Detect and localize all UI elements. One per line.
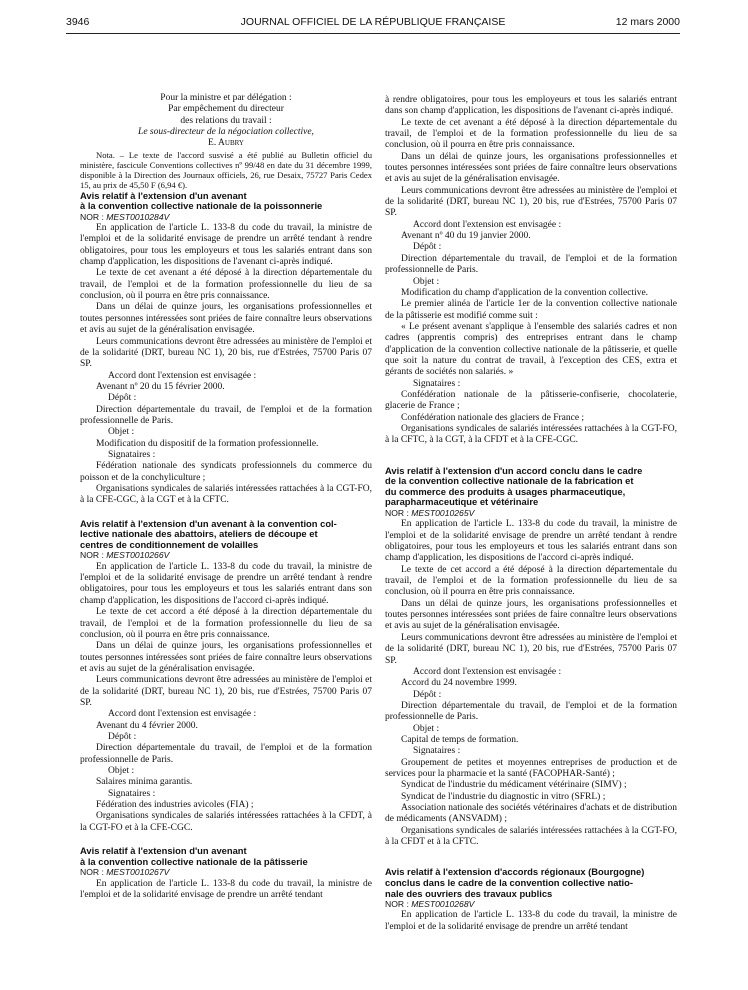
field-value: Fédération des industries avicoles (FIA) ; <box>96 800 254 810</box>
field-value: Avenant nº 40 du 19 janvier 2000. <box>401 231 531 242</box>
avis-title: Avis relatif à l'extension d'un avenant <box>80 845 247 857</box>
nor-reference <box>385 508 677 519</box>
avis-title: conclus dans le cadre de la convention collective natio- <box>385 876 633 888</box>
field-value: Avenant nº 20 du 15 février 2000. <box>96 381 225 392</box>
nor-code: MEST0010267V <box>106 867 170 878</box>
field-value: Organisations syndicales de salariés intéressées rattachées à la CGT-FO, à la CFE-CGC, à la CGT et à la CFTC. <box>80 483 372 506</box>
field-value: Association nationale des sociétés vétérinaires d'achats et de distribution de médicaments (ANSVADM) ; <box>385 802 677 825</box>
paragraph: Leurs communications devront être adressées au ministère de l'emploi et de la solidarité (DRT, bureau NC 1), 20 bis, rue d'Estrées, 75700 Paris 07 SP. <box>385 185 677 219</box>
field-label: Dépôt : <box>413 242 442 253</box>
field-label: Accord dont l'extension est envisagée : <box>413 666 562 677</box>
paragraph: Dans un délai de quinze jours, les organisations professionnelles et toutes personnes intéressées sont priées de faire connaître leurs observations et avis au sujet de la généralisation envisagée. <box>385 598 677 632</box>
signature-line: des relations du travail : <box>180 115 272 126</box>
right-column <box>385 95 677 933</box>
nor-code: MEST0010268V <box>411 899 475 910</box>
field-value: Avenant du 4 février 2000. <box>96 720 198 731</box>
avis-title: du commerce des produits à usages pharmaceutique, <box>385 485 626 497</box>
field-label: Signataires : <box>413 746 461 757</box>
avis-patisserie-continued <box>385 95 677 447</box>
field-value: Groupement de petites et moyennes entreprises de production et de services pour la pharmacie et la santé (FACOPHAR-Santé) ; <box>385 757 677 779</box>
paragraph: En application de l'article L. 133-8 du code du travail, la ministre de l'emploi et de la solidarité envisage de prendre un arrêté tendant <box>80 878 372 900</box>
field-value: Salaires minima garantis. <box>96 777 193 788</box>
signature-block <box>80 93 372 150</box>
avis-volailles <box>80 519 372 834</box>
signature-line: Le sous-directeur de la négociation collective, <box>138 127 314 138</box>
paragraph: à rendre obligatoires, pour tous les employeurs et tous les salariés entrant dans son champ d'application, les dispositions de l'avenant ci-après indiqué. <box>385 95 677 117</box>
field-value: Direction départementale du travail, de l'emploi et de la formation professionnelle de Paris. <box>385 700 677 723</box>
nor-reference <box>80 867 372 878</box>
nor-code: MEST0010284V <box>106 211 170 222</box>
nor-reference <box>80 212 372 223</box>
paragraph: Le texte de cet avenant a été déposé à la direction départementale du travail, de l'emploi et de la formation professionnelle du lieu de sa conclusion, où il pourra en être pris connaissance. <box>80 268 372 302</box>
paragraph: Dans un délai de quinze jours, les organisations professionnelles et toutes personnes intéressées sont priées de faire connaître leurs observations et avis au sujet de la généralisation envisagée. <box>80 641 372 674</box>
avis-title: Avis relatif à l'extension d'un avenant <box>80 189 247 201</box>
field-value: Modification du champ d'application de la convention collective. <box>401 287 649 298</box>
field-value: Direction départementale du travail, de l'emploi et de la formation professionnelle de Paris. <box>80 404 372 426</box>
signature-line: Pour la ministre et par délégation : <box>160 93 292 103</box>
field-label: Accord dont l'extension est envisagée : <box>108 709 257 720</box>
paragraph: Leurs communications devront être adressées au ministère de l'emploi et de la solidarité (DRT, bureau NC 1), 20 bis, rue d'Estrées, 75700 Paris 07 SP. <box>80 336 372 370</box>
avis-title: nale des ouvriers des travaux publics <box>385 887 553 899</box>
avis-title: à la convention collective nationale de la poissonnerie <box>80 200 323 212</box>
nor-code: MEST0010265V <box>411 508 475 519</box>
nor-label: NOR : <box>385 899 412 910</box>
field-label: Accord dont l'extension est envisagée : <box>108 370 257 381</box>
field-value: Accord du 24 novembre 1999. <box>401 678 517 689</box>
avis-pharmaceutique <box>385 466 677 849</box>
left-column <box>80 93 372 901</box>
field-value: Organisations syndicales de salariés intéressées rattachées à la CFDT, à la CGT-FO et à la CFE-CGC. <box>80 811 372 833</box>
avis-title: de la convention collective nationale de la fabrication et <box>385 475 634 487</box>
paragraph: Le texte de cet accord a été déposé à la direction départementale du travail, de l'emploi et de la formation professionnelle du lieu de sa conclusion, où il pourra en être pris connaissance. <box>80 607 372 640</box>
field-value: Syndicat de l'industrie du médicament vétérinaire (SIMV) ; <box>401 780 627 791</box>
nor-code: MEST0010266V <box>106 550 170 561</box>
field-value: Organisations syndicales de salariés intéressées rattachées à la CGT-FO, à la CFTC, à la CGT, à la CFDT et à la CFE-CGC. <box>385 423 677 446</box>
paragraph: En application de l'article L. 133-8 du code du travail, la ministre de l'emploi et de la solidarité envisage de prendre un arrêté tendant à rendre obligatoires, pour tous les employeurs et tous les salariés entrant dans son champ d'application, les dispositions de l'accord ci-après indiqué. <box>80 561 372 606</box>
field-label: Dépôt : <box>108 393 137 404</box>
field-value: Confédération nationale de la pâtisserie-confiserie, chocolaterie, glacerie de France ; <box>385 389 677 412</box>
paragraph: Le texte de cet accord a été déposé à la direction départementale du travail, de l'emploi et de la formation professionnelle du lieu de sa conclusion, où il pourra en être pris connaissance. <box>385 564 677 598</box>
field-value: « Le présent avenant s'applique à l'ensemble des salariés cadres et non cadres (apprentis compris) des entreprises entrant dans le champ d'application de la convention collective nationale de la pâtisserie, et quelle que soit la nature du contrat de travail, à l'exception des CES, extra et gérants de sociétés non salariés. » <box>385 321 677 378</box>
field-value: Organisations syndicales de salariés intéressées rattachées à la CGT-FO, à la CFDT et à la CFTC. <box>385 825 677 847</box>
issue-date: 12 mars 2000 <box>615 16 680 28</box>
signatory-name: E. Aubry <box>208 138 244 149</box>
paragraph: En application de l'article L. 133-8 du code du travail, la ministre de l'emploi et de la solidarité envisage de prendre un arrêté tendant <box>385 910 677 932</box>
paragraph: Leurs communications devront être adressées au ministère de l'emploi et de la solidarité (DRT, bureau NC 1), 20 bis, rue d'Estrées, 75700 Paris 07 SP. <box>80 675 372 708</box>
field-label: Objet : <box>108 427 135 438</box>
header-rule <box>66 33 680 34</box>
avis-title: parapharmaceutique et vétérinaire <box>385 496 539 508</box>
field-value: Direction départementale du travail, de l'emploi et de la formation professionnelle de Paris. <box>80 743 372 765</box>
paragraph: Dans un délai de quinze jours, les organisations professionnelles et toutes personnes intéressées sont priées de faire connaître leurs observations et avis au sujet de la généralisation envisagée. <box>385 151 677 185</box>
field-value: Le premier alinéa de l'article 1er de la convention collective nationale de la pâtisserie est modifié comme suit : <box>385 299 677 321</box>
avis-title: centres de conditionnement de volailles <box>80 538 259 550</box>
paragraph: En application de l'article L. 133-8 du code du travail, la ministre de l'emploi et de la solidarité envisage de prendre un arrêté tendant à rendre obligatoires, pour tous les employeurs et tous les salariés entrant dans son champ d'application, les dispositions de l'accord ci-après indiqué. <box>385 519 677 564</box>
paragraph: Le texte de cet avenant a été déposé à la direction départementale du travail, de l'emploi et de la formation professionnelle du lieu de sa conclusion, où il pourra en être pris connaissance. <box>385 117 677 151</box>
nor-label: NOR : <box>80 211 107 222</box>
nor-label: NOR : <box>80 550 107 561</box>
avis-title: lective nationale des abattoirs, ateliers de découpe et <box>80 528 318 540</box>
avis-title: à la convention collective nationale de la pâtisserie <box>80 855 308 867</box>
avis-poissonnerie <box>80 191 372 507</box>
field-label: Objet : <box>413 276 440 287</box>
field-value: Syndicat de l'industrie du diagnostic in vitro (SFRL) ; <box>401 791 606 802</box>
page-number: 3946 <box>66 16 90 28</box>
nor-reference <box>385 899 677 910</box>
avis-title: Avis relatif à l'extension d'un accord conclu dans le cadre <box>385 464 643 476</box>
field-label: Signataires : <box>108 788 156 799</box>
paragraph: Dans un délai de quinze jours, les organisations professionnelles et toutes personnes intéressées sont priées de faire connaître leurs observations et avis au sujet de la généralisation envisagée. <box>80 302 372 336</box>
field-label: Signataires : <box>108 449 156 460</box>
field-value: Capital de temps de formation. <box>401 734 519 745</box>
field-value: Modification du dispositif de la formation professionnelle. <box>96 438 319 449</box>
field-value: Direction départementale du travail, de l'emploi et de la formation professionnelle de Paris. <box>385 253 677 276</box>
nota: Nota. – Le texte de l'accord susvisé a été publié au Bulletin officiel du ministère, fascicule Conventions collectives nº 99/48 en date du 31 décembre 1999, disponible à la Direction des Journaux officiels, 26, rue Desaix, 75727 Paris Cedex 15, au prix de 45,50 F (6,94 €). <box>80 149 372 191</box>
field-label: Objet : <box>108 765 135 776</box>
field-value: Confédération nationale des glaciers de France ; <box>401 412 585 423</box>
journal-title: JOURNAL OFFICIEL DE LA RÉPUBLIQUE FRANÇAISE <box>240 16 506 28</box>
avis-patisserie-start <box>80 846 372 901</box>
field-label: Dépôt : <box>413 689 442 700</box>
running-header <box>66 16 680 30</box>
avis-travaux-publics <box>385 867 677 933</box>
paragraph: En application de l'article L. 133-8 du code du travail, la ministre de l'emploi et de la solidarité envisage de prendre un arrêté tendant à rendre obligatoires, pour tous les employeurs et tous les salariés entrant dans son champ d'application, les dispositions de l'avenant ci-après indiqué. <box>80 223 372 268</box>
field-label: Dépôt : <box>108 731 137 742</box>
field-value: Fédération nationale des syndicats professionnels du commerce du poisson et de la conchyliculture ; <box>80 461 372 483</box>
paragraph: Leurs communications devront être adressées au ministère de l'emploi et de la solidarité (DRT, bureau NC 1), 20 bis, rue d'Estrées, 75700 Paris 07 SP. <box>385 632 677 666</box>
avis-title: Avis relatif à l'extension d'accords régionaux (Bourgogne) <box>385 866 645 878</box>
avis-title: Avis relatif à l'extension d'un avenant à la convention col- <box>80 517 337 529</box>
signature-line: Par empêchement du directeur <box>168 104 284 115</box>
nor-label: NOR : <box>385 508 412 519</box>
field-label: Signataires : <box>413 378 461 389</box>
field-label: Objet : <box>413 723 440 734</box>
field-label: Accord dont l'extension est envisagée : <box>413 219 562 230</box>
nor-reference <box>80 550 372 561</box>
nor-label: NOR : <box>80 867 107 878</box>
